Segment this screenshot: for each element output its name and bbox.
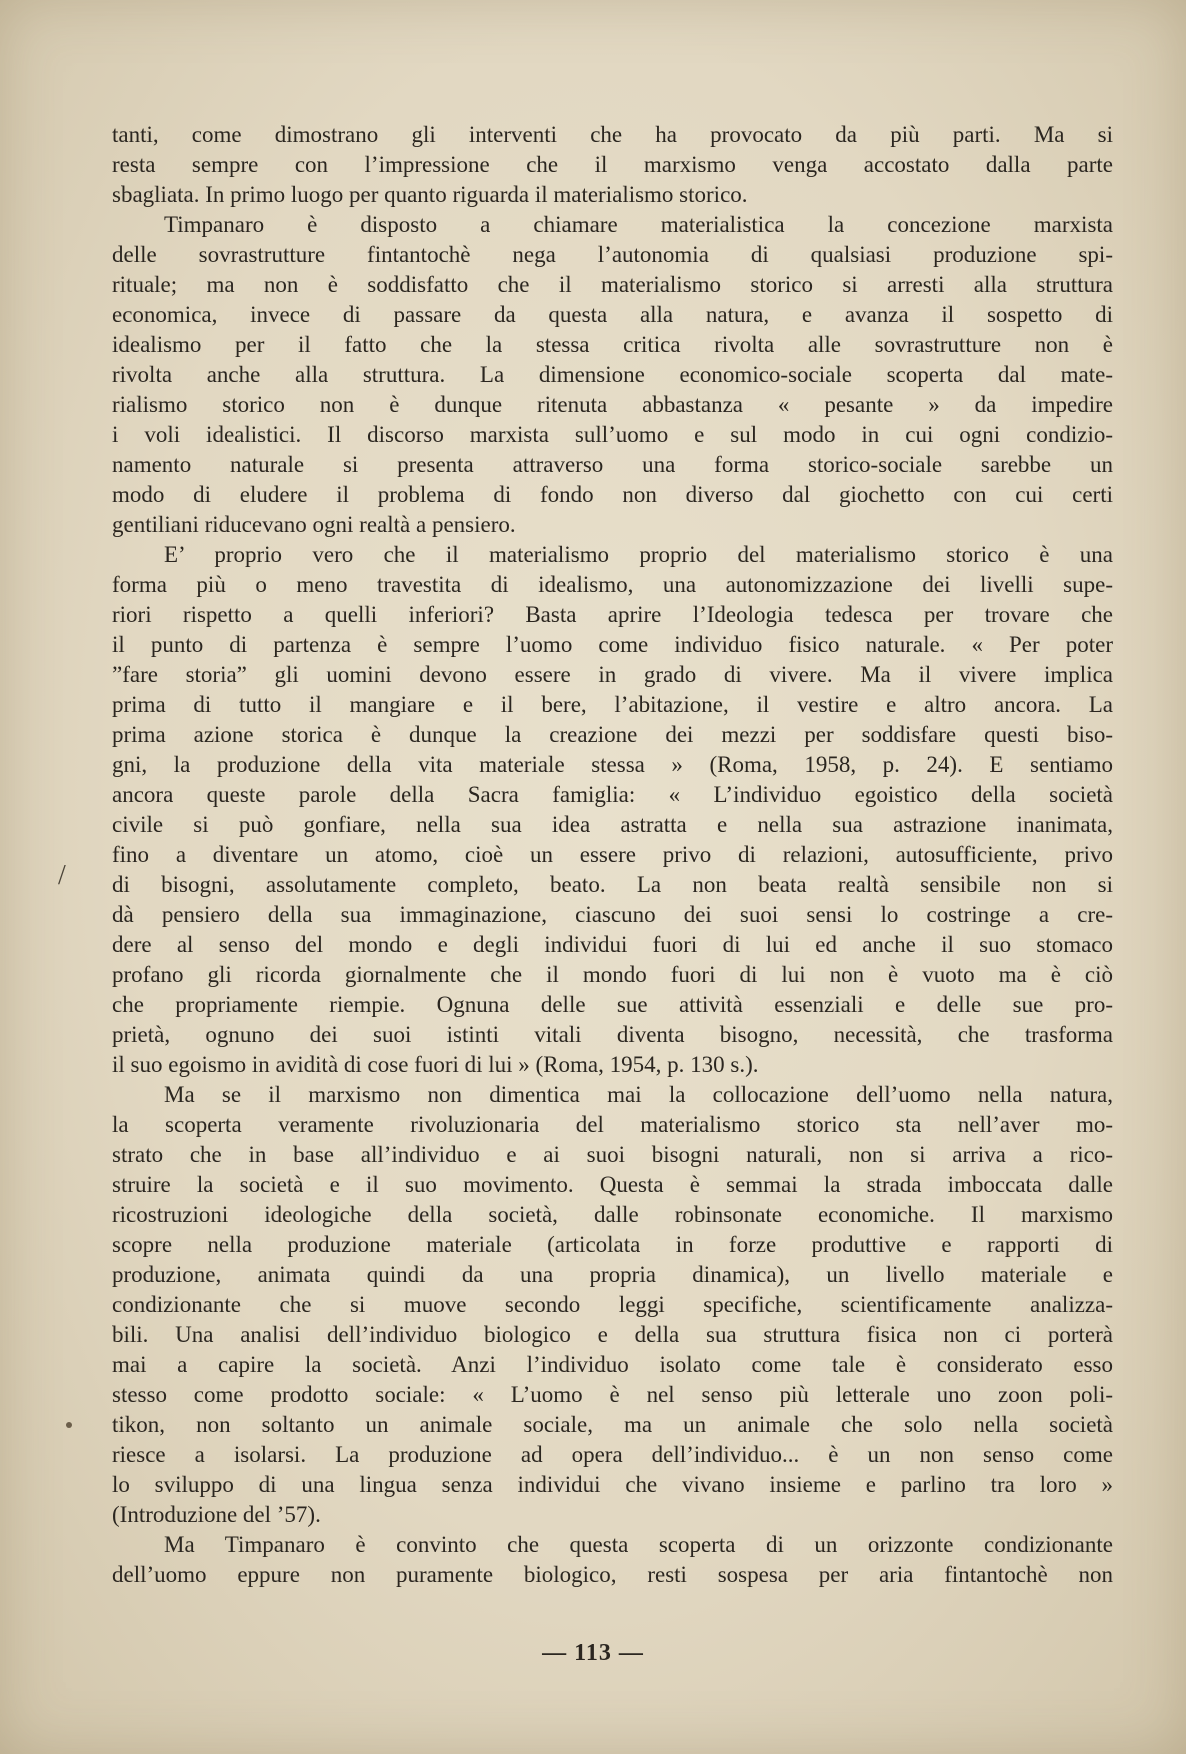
text-line: il suo egoismo in avidità di cose fuori di lui » (Roma, 1954, p. 130 s.).: [112, 1052, 759, 1077]
text-line: i voli idealistici. Il discorso marxista sull’uomo e sul modo in cui ogni condizio-: [112, 422, 1113, 447]
text-line: struire la società e il suo movimento. Questa è semmai la strada imboccata dalle: [112, 1172, 1113, 1197]
text-line: condizionante che si muove secondo leggi specifiche, scientificamente analizza-: [112, 1292, 1113, 1317]
text-line: lo sviluppo di una lingua senza individui che vivano insieme e parlino tra loro »: [112, 1472, 1113, 1497]
text-line: ancora queste parole della Sacra famiglia: « L’individuo egoistico della società: [112, 782, 1113, 807]
text-line: ricostruzioni ideologiche della società, dalle robinsonate economiche. Il marxismo: [112, 1202, 1113, 1227]
text-line: civile si può gonfiare, nella sua idea astratta e nella sua astrazione inanimata,: [112, 812, 1113, 837]
text-line: che propriamente riempie. Ognuna delle sue attività essenziali e delle sue pro-: [112, 992, 1113, 1017]
text-line: prima azione storica è dunque la creazione dei mezzi per soddisfare questi biso-: [112, 722, 1113, 747]
text-line: Ma Timpanaro è convinto che questa scoperta di un orizzonte condizionante: [164, 1532, 1113, 1557]
text-line: rialismo storico non è dunque ritenuta abbastanza « pesante » da impedire: [112, 392, 1113, 417]
text-line: forma più o meno travestita di idealismo, una autonomizzazione dei livelli supe-: [112, 572, 1113, 597]
text-line: (Introduzione del ’57).: [112, 1502, 321, 1527]
text-line: stesso come prodotto sociale: « L’uomo è nel senso più letterale uno zoon poli-: [112, 1382, 1113, 1407]
margin-mark: /: [58, 860, 66, 891]
text-line: mai a capire la società. Anzi l’individuo isolato come tale è considerato esso: [112, 1352, 1113, 1377]
text-line: economica, invece di passare da questa alla natura, e avanza il sospetto di: [112, 302, 1113, 327]
text-line: ”fare storia” gli uomini devono essere in grado di vivere. Ma il vivere implica: [112, 662, 1113, 687]
text-line: namento naturale si presenta attraverso una forma storico-sociale sarebbe un: [112, 452, 1113, 477]
text-line: bili. Una analisi dell’individuo biologico e della sua struttura fisica non ci porterà: [112, 1322, 1113, 1347]
text-line: riori rispetto a quelli inferiori? Basta aprire l’Ideologia tedesca per trovare che: [112, 602, 1113, 627]
text-line: sbagliata. In primo luogo per quanto riguarda il materialismo storico.: [112, 182, 748, 207]
text-line: prima di tutto il mangiare e il bere, l’abitazione, il vestire e altro ancora. La: [112, 692, 1113, 717]
text-line: Ma se il marxismo non dimentica mai la collocazione dell’uomo nella natura,: [164, 1082, 1113, 1107]
text-line: gentiliani riducevano ogni realtà a pensiero.: [112, 512, 516, 537]
text-line: tanti, come dimostrano gli interventi che ha provocato da più parti. Ma si: [112, 122, 1113, 147]
text-line: rituale; ma non è soddisfatto che il materialismo storico si arresti alla struttura: [112, 272, 1113, 297]
text-line: la scoperta veramente rivoluzionaria del materialismo storico sta nell’aver mo-: [112, 1112, 1113, 1137]
text-line: dell’uomo eppure non puramente biologico, resti sospesa per aria fintantochè non: [112, 1562, 1113, 1587]
text-line: dere al senso del mondo e degli individui fuori di lui ed anche il suo stomaco: [112, 932, 1113, 957]
text-line: tikon, non soltanto un animale sociale, ma un animale che solo nella società: [112, 1412, 1113, 1437]
text-line: prietà, ognuno dei suoi istinti vitali diventa bisogno, necessità, che trasforma: [112, 1022, 1113, 1047]
text-line: produzione, animata quindi da una propria dinamica), un livello materiale e: [112, 1262, 1113, 1287]
text-line: idealismo per il fatto che la stessa critica rivolta alle sovrastrutture non è: [112, 332, 1113, 357]
text-line: scopre nella produzione materiale (articolata in forze produttive e rapporti di: [112, 1232, 1113, 1257]
text-line: fino a diventare un atomo, cioè un essere privo di relazioni, autosufficiente, privo: [112, 842, 1113, 867]
text-line: profano gli ricorda giornalmente che il mondo fuori di lui non è vuoto ma è ciò: [112, 962, 1113, 987]
text-line: riesce a isolarsi. La produzione ad opera dell’individuo... è un non senso come: [112, 1442, 1113, 1467]
text-line: modo di eludere il problema di fondo non diverso dal giochetto con cui certi: [112, 482, 1113, 507]
text-line: rivolta anche alla struttura. La dimensione economico-sociale scoperta dal mate-: [112, 362, 1113, 387]
text-line: delle sovrastrutture fintantochè nega l’autonomia di qualsiasi produzione spi-: [112, 242, 1113, 267]
text-line: resta sempre con l’impressione che il marxismo venga accostato dalla parte: [112, 152, 1113, 177]
page-number: — 113 —: [542, 1640, 644, 1666]
text-line: E’ proprio vero che il materialismo proprio del materialismo storico è una: [164, 542, 1113, 567]
margin-dot: [66, 1422, 72, 1428]
text-line: il punto di partenza è sempre l’uomo come individuo fisico naturale. « Per poter: [112, 632, 1113, 657]
body-text: [112, 120, 1113, 1590]
text-line: Timpanaro è disposto a chiamare materialistica la concezione marxista: [164, 212, 1113, 237]
text-line: strato che in base all’individuo e ai suoi bisogni naturali, non si arriva a rico-: [112, 1142, 1113, 1167]
text-line: di bisogni, assolutamente completo, beato. La non beata realtà sensibile non si: [112, 872, 1113, 897]
text-line: dà pensiero della sua immaginazione, ciascuno dei suoi sensi lo costringe a cre-: [112, 902, 1113, 927]
text-line: gni, la produzione della vita materiale stessa » (Roma, 1958, p. 24). E sentiamo: [112, 752, 1113, 777]
